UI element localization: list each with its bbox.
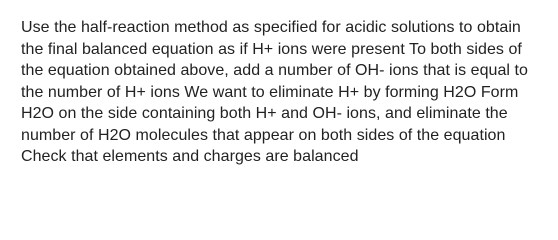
body-paragraph: Use the half-reaction method as specified for acidic solutions to obtain the final balanced equation as if H+ ions were present To both sides of the equation obtained above, add a number of OH- ions that is equal to the number of H+ ions We want to eliminate H+ by forming H2O Form H2O on the side containing both H+ and OH- ions, and eliminate the number of H2O molecules that appear on both sides of the equation Check that elements and charges are balanced	[21, 19, 528, 165]
